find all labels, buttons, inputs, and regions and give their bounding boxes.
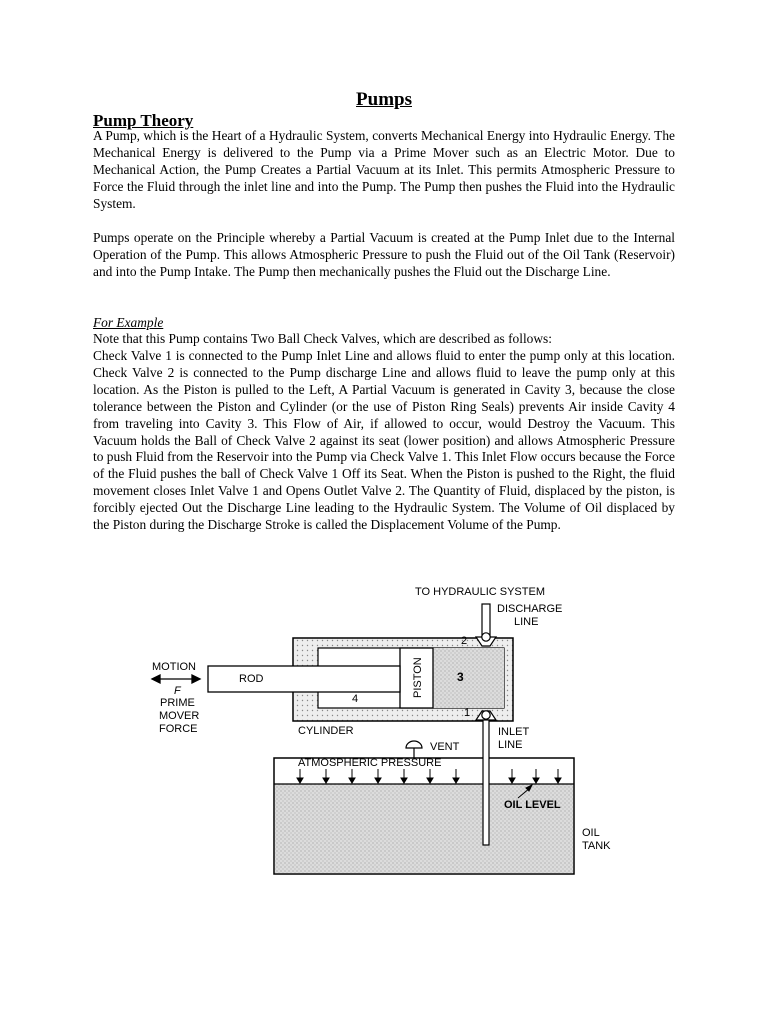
label-oil-tank-1: OIL	[582, 827, 600, 839]
label-piston: PISTON	[412, 657, 424, 698]
vent-icon	[406, 741, 422, 758]
label-cylinder: CYLINDER	[298, 725, 354, 737]
label-cavity-4: 4	[352, 693, 359, 705]
label-rod: ROD	[239, 673, 264, 685]
label-vent: VENT	[430, 741, 460, 753]
label-prime: PRIME	[160, 697, 195, 709]
label-inlet-line-2: LINE	[498, 739, 523, 751]
paragraph-principle: Pumps operate on the Principle whereby a Partial Vacuum is created at the Pump Inlet due to the Internal Operation of the Pump. This allows Atmospheric Pressure to push the Fluid out of the Oil Tank (Reservoir) and into the Pump Intake. The Pump then mechanically pushes the Fluid out the Discharge Line.	[93, 230, 675, 279]
label-oil-tank-2: TANK	[582, 840, 611, 852]
label-cavity-3: 3	[457, 670, 464, 684]
label-force: FORCE	[159, 723, 198, 735]
rod	[208, 666, 400, 692]
example-label: For Example	[93, 315, 164, 330]
motion-arrow-icon	[152, 675, 200, 683]
section-heading: Pump Theory	[93, 111, 194, 130]
label-inlet-line-1: INLET	[498, 726, 530, 738]
label-force-symbol: F	[174, 685, 181, 697]
label-valve-2: 2	[461, 635, 468, 647]
label-valve-1: 1	[464, 707, 471, 719]
label-mover: MOVER	[159, 710, 200, 722]
pump-diagram	[140, 578, 640, 878]
label-atmospheric-pressure: ATMOSPHERIC PRESSURE	[298, 757, 442, 769]
label-motion: MOTION	[152, 661, 196, 673]
label-discharge-line-1: DISCHARGE	[497, 603, 563, 615]
paragraph-intro: A Pump, which is the Heart of a Hydraulic System, converts Mechanical Energy into Hydraulic Energy. The Mechanical Energy is delivered to the Pump via a Prime Mover such as an Electric Motor. Due to Mechanical Action, the Pump Creates a Partial Vacuum at its Inlet. This permits Atmospheric Pressure to Force the Fluid through the inlet line and into the Pump. The Pump then pushes the Fluid into the Hydraulic System.	[93, 128, 675, 211]
label-discharge-line-2: LINE	[514, 616, 539, 628]
example-body: Check Valve 1 is connected to the Pump Inlet Line and allows fluid to enter the pump only at this location. Check Valve 2 is connected to the Pump discharge Line and allows fluid to leave the pump only at this location. As the Piston is pulled to the Left, A Partial Vacuum is generated in Cavity 3, because the close tolerance between the Piston and Cylinder (or the use of Piston Ring Seals) prevents Air inside Cavity 4 from traveling into Cavity 3. This Flow of Air, if allowed to occur, would Destroy the Vacuum. This Vacuum holds the Ball of Check Valve 2 against its seat (lower position) and allows Atmospheric Pressure to push Fluid from the Reservoir into the Pump via Check Valve 1. This Inlet Flow occurs because the Force of the Fluid pushes the ball of Check Valve 1 Off its Seat. When the Piston is pushed to the Right, the fluid movement closes Inlet Valve 1 and Opens Outlet Valve 2. The Quantity of Fluid, displaced by the piston, is forcibly ejected Out the Discharge Line leading to the Hydraulic System. The Volume of Oil displaced by the Piston during the Discharge Stroke is called the Displacement Volume of the Pump.	[93, 348, 675, 533]
oil-body	[275, 784, 573, 873]
inlet-line	[483, 720, 489, 845]
label-oil-level: OIL LEVEL	[504, 799, 561, 811]
example-intro: Note that this Pump contains Two Ball Check Valves, which are described as follows:	[93, 331, 552, 346]
label-to-hydraulic-system: TO HYDRAULIC SYSTEM	[415, 586, 545, 598]
page-title: Pumps	[356, 89, 412, 110]
cavity-3-fluid	[433, 648, 504, 708]
